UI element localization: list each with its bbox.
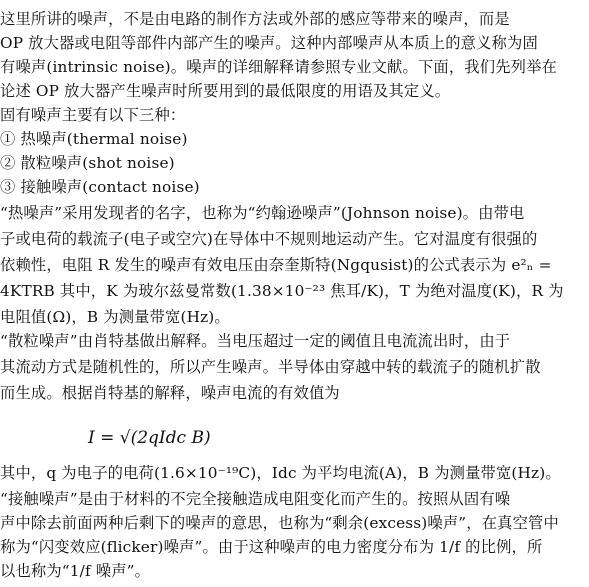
paragraph-line: 以也称为“1/f 噪声”。 [0, 562, 151, 580]
paragraph-line: 这里所讲的噪声，不是由电路的制作方法或外部的感应等带来的噪声，而是 [0, 10, 510, 28]
paragraph-line: 有噪声(intrinsic noise)。噪声的详细解释请参照专业文献。下面，我们先列举在 [0, 58, 557, 76]
paragraph-line: “接触噪声”是由于材料的不完全接触造成电阻变化而产生的。按照从固有噪 [0, 490, 511, 508]
noise-current-equation: I = √(2qIdc B) [88, 428, 211, 448]
list-intro-line: 固有噪声主要有以下三种： [0, 106, 186, 124]
paragraph-line: 4KTRB 其中，K 为玻尔兹曼常数(1.38×10⁻²³ 焦耳/K)，T 为绝对温度(K)，R 为 [0, 282, 564, 300]
paragraph-line: 子或电荷的载流子(电子或空穴)在导体中不规则地运动产生。它对温度有很强的 [0, 230, 538, 248]
paragraph-line: 电阻值(Ω)，B 为测量带宽(Hz)。 [0, 308, 230, 326]
paragraph-line: “热噪声”采用发现者的名字，也称为“约翰逊噪声”(Johnson noise)。由带电 [0, 204, 525, 222]
list-item: ① 热噪声(thermal noise) [0, 130, 188, 148]
paragraph-line: “散粒噪声”由肖特基做出解释。当电压超过一定的阈值且电流流出时，由于 [0, 332, 511, 350]
paragraph-line: OP 放大器或电阻等部件内部产生的噪声。这种内部噪声从本质上的意义称为固 [0, 34, 538, 52]
list-item: ③ 接触噪声(contact noise) [0, 178, 200, 196]
paragraph-line: 其中，q 为电子的电荷(1.6×10⁻¹⁹C)，Idc 为平均电流(A)，B 为测量带宽(Hz)。 [0, 464, 561, 482]
paragraph-line: 而生成。根据肖特基的解释，噪声电流的有效值为 [0, 384, 340, 402]
paragraph-line: 称为“闪变效应(flicker)噪声”。由于这种噪声的电力密度分布为 1/f 的比例，所 [0, 538, 543, 556]
paragraph-line: 依赖性，电阻 R 发生的噪声有效电压由奈奎斯特(Ngqusist)的公式表示为 e²ₙ = [0, 256, 552, 274]
paragraph-line: 其流动方式是随机性的，所以产生噪声。半导体由穿越中转的载流子的随机扩散 [0, 358, 541, 376]
paragraph-line: 声中除去前面两种后剩下的噪声的意思，也称为“剩余(excess)噪声”，在真空管中 [0, 514, 559, 532]
list-item: ② 散粒噪声(shot noise) [0, 154, 175, 172]
paragraph-line: 论述 OP 放大器产生噪声时所要用到的最低限度的用语及其定义。 [0, 82, 451, 100]
